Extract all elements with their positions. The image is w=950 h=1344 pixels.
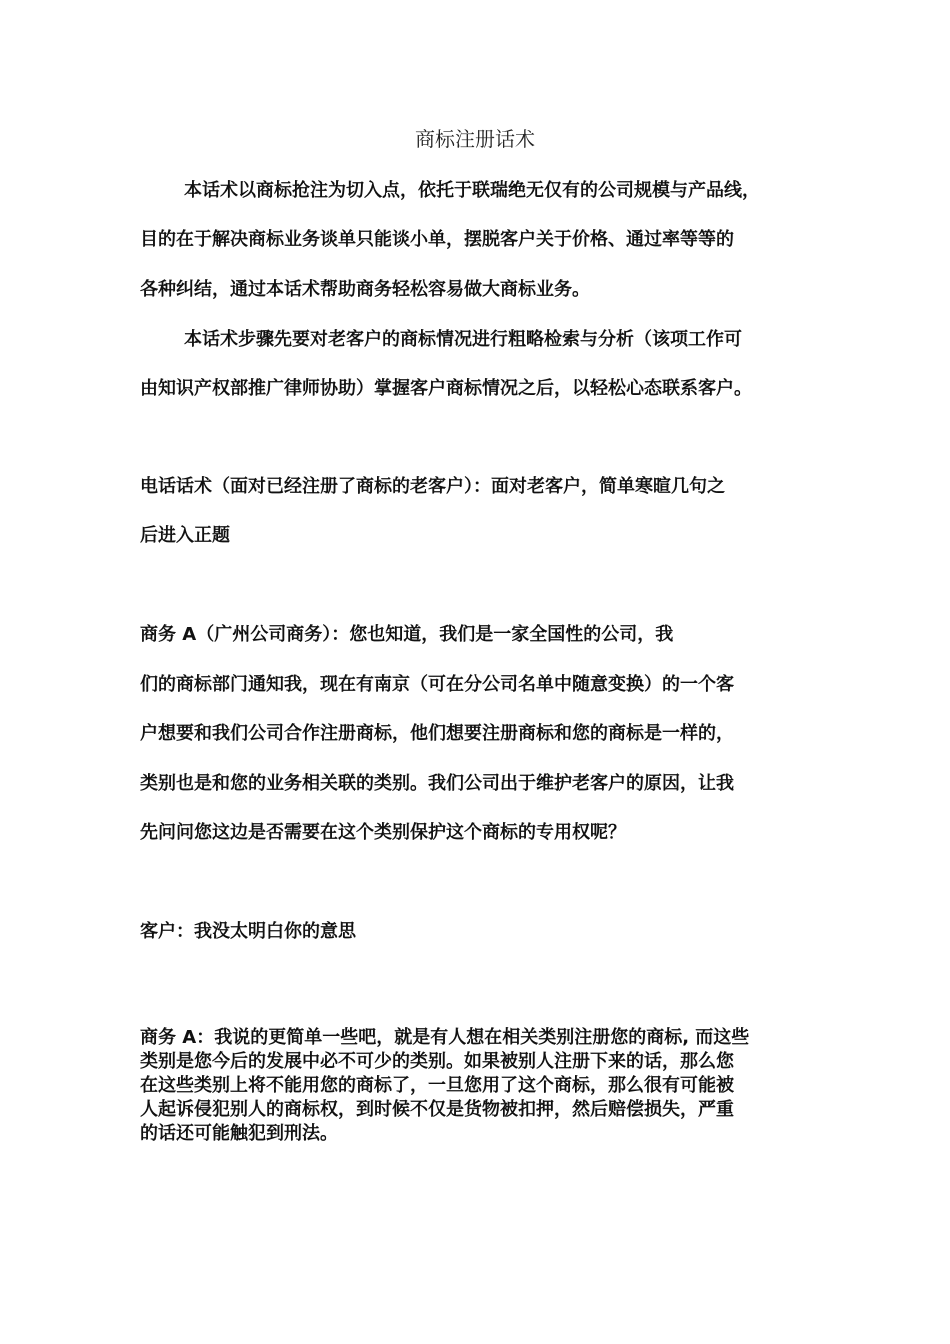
sales-a-2-line-4: 人起诉侵犯别人的商标权，到时候不仅是货物被扣押，然后赔偿损失，严重	[140, 1099, 734, 1120]
intro-p2-line-1: 本话术步骤先要对老客户的商标情况进行粗略检索与分析（该项工作可	[184, 329, 742, 350]
intro-p1-line-2: 目的在于解决商标业务谈单只能谈小单，摆脱客户关于价格、通过率等等的	[140, 229, 734, 250]
sales-a-2-line-3: 在这些类别上将不能用您的商标了，一旦您用了这个商标，那么很有可能被	[140, 1075, 734, 1096]
sales-a-2-line-5: 的话还可能触犯到刑法。	[140, 1123, 338, 1144]
sales-a-2-line-2: 类别是您今后的发展中必不可少的类别。如果被别人注册下来的话，那么您	[140, 1051, 734, 1072]
sales-a-1-line-1: 商务 A（广州公司商务）：您也知道，我们是一家全国性的公司，我	[140, 624, 674, 645]
phone-script-line-1: 电话话术（面对已经注册了商标的老客户）：面对老客户，简单寒暄几句之	[140, 476, 725, 497]
sales-a-1-line-2: 们的商标部门通知我，现在有南京（可在分公司名单中随意变换）的一个客	[140, 674, 734, 695]
intro-p2-line-2: 由知识产权部推广律师协助）掌握客户商标情况之后，以轻松心态联系客户。	[140, 378, 752, 399]
sales-a-1-line-3: 户想要和我们公司合作注册商标，他们想要注册商标和您的商标是一样的，	[140, 723, 734, 744]
sales-a-1-line-5: 先问问您这边是否需要在这个类别保护这个商标的专用权呢？	[140, 822, 626, 843]
document-title: 商标注册话术	[415, 127, 535, 151]
customer-reply: 客户：我没太明白你的意思	[140, 921, 356, 942]
sales-a-1-line-4: 类别也是和您的业务相关联的类别。我们公司出于维护老客户的原因，让我	[140, 773, 734, 794]
sales-a-2-line-1: 商务 A：我说的更简单一些吧，就是有人想在相关类别注册您的商标, 而这些	[140, 1027, 750, 1048]
phone-script-line-2: 后进入正题	[140, 525, 230, 546]
intro-p1-line-1: 本话术以商标抢注为切入点，依托于联瑞绝无仅有的公司规模与产品线，	[184, 180, 760, 201]
intro-p1-line-3: 各种纠结，通过本话术帮助商务轻松容易做大商标业务。	[140, 279, 590, 300]
